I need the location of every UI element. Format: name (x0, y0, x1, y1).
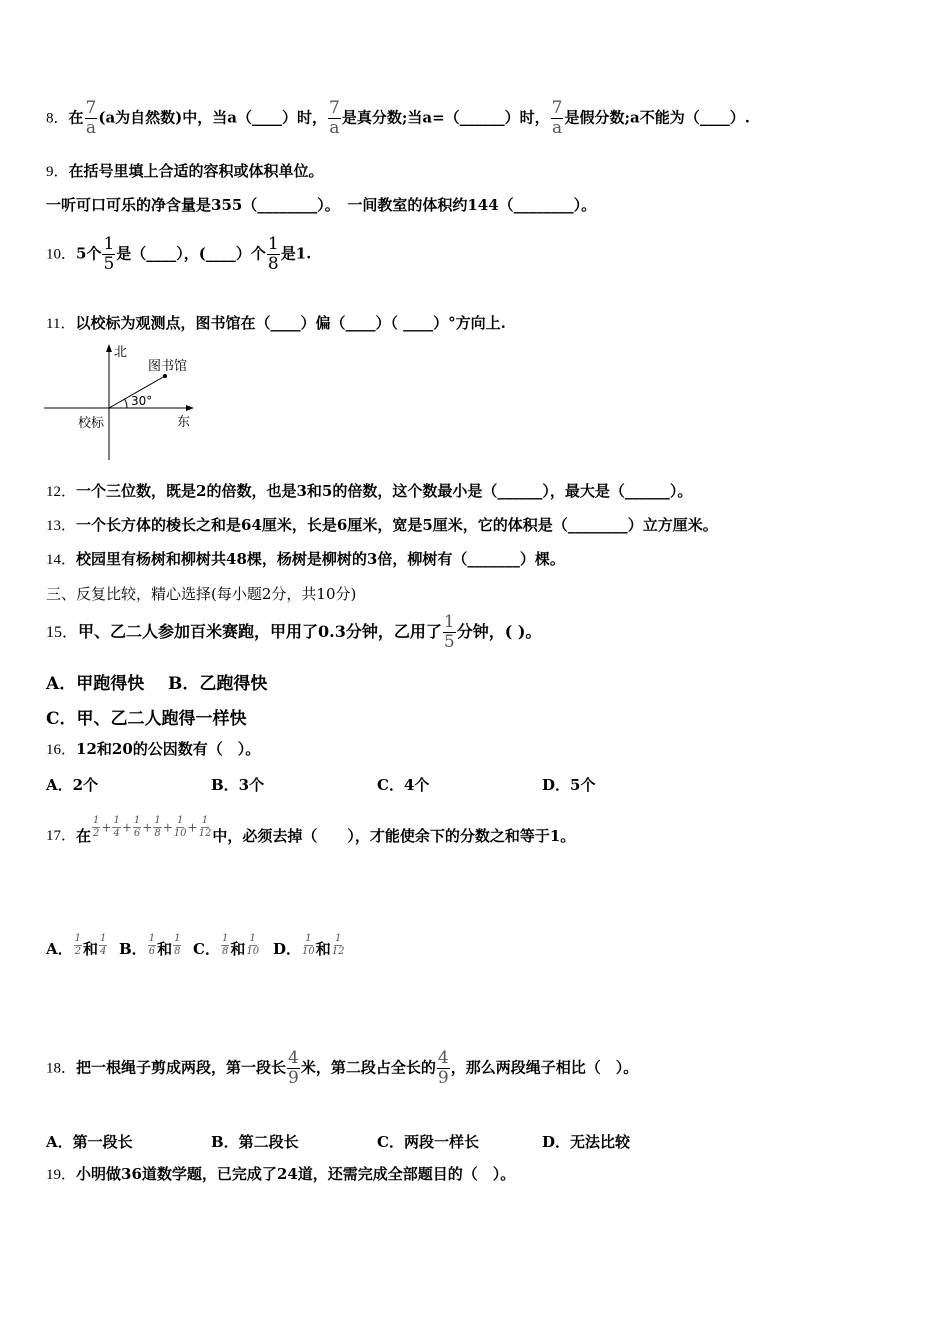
question-number: 13． (46, 518, 77, 534)
fraction: $\frac{1}{6}$ (148, 933, 156, 957)
option-c[interactable]: C．4个 (377, 776, 430, 794)
question-text: 12和20的公因数有（ ）。 (76, 740, 261, 758)
question-10 (46, 236, 311, 273)
plus-sign: + (101, 820, 112, 835)
and-word: 和 (315, 940, 331, 958)
fraction: $\frac{1}{5}$ (103, 234, 115, 274)
option-c[interactable]: C．甲、乙二人跑得一样快 (46, 709, 247, 729)
fraction-sum (91, 816, 212, 839)
fraction: $\frac{7}{a}$ (551, 98, 563, 138)
question-number: 10． (46, 246, 77, 263)
question-text: (a为自然数)中，当a（____）时， (98, 108, 327, 127)
fraction: $\frac{1}{8}$ (174, 933, 181, 957)
fraction: $\frac{1}{2}$ (93, 815, 100, 839)
question-15 (46, 614, 541, 651)
option-c[interactable] (193, 934, 260, 957)
fraction: $\frac{4}{9}$ (288, 1048, 299, 1088)
option-a[interactable]: A．甲跑得快 (46, 674, 145, 694)
option-b[interactable]: B．3个 (211, 776, 265, 794)
question-number: 11． (46, 316, 76, 332)
question-text: 中，必须去掉（ ），才能使余下的分数之和等于1。 (212, 827, 576, 845)
fraction: $\frac{1}{10}$ (246, 933, 260, 957)
question-17 (46, 816, 575, 856)
north-label: 北 (114, 345, 128, 360)
angle-label: 30° (131, 394, 153, 408)
fraction: $\frac{4}{9}$ (437, 1048, 449, 1088)
fraction: $\frac{7}{a}$ (329, 98, 340, 138)
fraction: $\frac{1}{10}$ (302, 933, 315, 957)
option-b[interactable]: B．乙跑得快 (168, 674, 268, 694)
and-word: 和 (230, 940, 246, 958)
plus-sign: + (162, 820, 173, 835)
and-word: 和 (157, 940, 173, 958)
question-text: 在括号里填上合适的容积或体积单位。 (68, 162, 324, 180)
option-c[interactable]: C．两段一样长 (377, 1133, 479, 1151)
plus-sign: + (121, 820, 132, 835)
question-text: 一听可口可乐的净含量是355（________）。 一间教室的体积约144（________）。 (46, 196, 597, 214)
option-a[interactable] (46, 934, 108, 957)
question-text: ，那么两段绳子相比（ ）。 (450, 1058, 639, 1077)
fraction: $\frac{1}{8}$ (221, 933, 229, 957)
library-point (163, 374, 167, 378)
section-heading (46, 585, 356, 603)
option-d[interactable] (273, 934, 346, 957)
fraction: $\frac{1}{4}$ (113, 815, 120, 839)
question-11 (46, 314, 506, 333)
question-19 (46, 1165, 515, 1184)
question-text: 5个 (76, 244, 102, 263)
question-text: 是（____），(____）个 (116, 244, 266, 263)
option-label: C． (193, 940, 220, 958)
question-number: 19． (46, 1167, 77, 1183)
question-text: 一个三位数，既是2的倍数，也是3和5的倍数，这个数最小是（______），最大是（______）。 (76, 482, 693, 500)
question-number: 14． (46, 552, 77, 568)
question-number: 16． (46, 742, 77, 758)
option-label: D． (273, 940, 302, 958)
question-number: 9． (46, 164, 69, 180)
question-18 (46, 1050, 638, 1087)
question-text: 把一根绳子剪成两段，第一段长 (76, 1058, 287, 1077)
option-d[interactable]: D．无法比较 (542, 1133, 631, 1151)
option-b[interactable] (119, 934, 182, 957)
plus-sign: + (187, 820, 198, 835)
fraction: $\frac{1}{10}$ (173, 815, 187, 839)
question-text: 米，第二段占全长的 (300, 1058, 436, 1077)
question-text: 在 (68, 108, 84, 127)
section-title: 三、反复比较，精心选择(每小题2分，共10分) (46, 585, 357, 603)
question-14 (46, 550, 565, 569)
plus-sign: + (142, 820, 153, 835)
question-number: 17． (46, 828, 77, 844)
option-a[interactable]: A．2个 (46, 776, 99, 794)
question-text: 以校标为观测点，图书馆在（____）偏（____）（ ____）°方向上. (75, 314, 506, 332)
east-arrowhead (186, 405, 194, 411)
fraction: $\frac{1}{6}$ (133, 815, 141, 839)
fraction: $\frac{1}{12}$ (198, 815, 212, 839)
fraction: $\frac{1}{8}$ (154, 815, 161, 839)
direction-diagram (44, 342, 204, 462)
option-b[interactable]: B．第二段长 (211, 1133, 299, 1151)
question-16 (46, 740, 260, 759)
question-number: 8． (46, 110, 69, 127)
question-9 (46, 162, 324, 181)
origin-label: 校标 (78, 416, 105, 431)
option-label: A． (46, 940, 73, 958)
question-number: 18． (46, 1060, 77, 1077)
east-label: 东 (177, 415, 191, 430)
question-number: 12． (46, 484, 77, 500)
fraction: $\frac{1}{2}$ (74, 933, 82, 957)
question-number: 15． (46, 624, 79, 641)
angle-arc (125, 399, 127, 408)
fraction: $\frac{1}{5}$ (443, 612, 455, 652)
question-text: 一个长方体的棱长之和是64厘米，长是6厘米，宽是5厘米，它的体积是（________）立方厘米。 (76, 516, 718, 534)
library-label: 图书馆 (148, 359, 188, 374)
question-13 (46, 516, 718, 535)
question-text: 校园里有杨树和柳树共48棵，杨树是柳树的3倍，柳树有（_______）棵。 (76, 550, 565, 568)
question-12 (46, 482, 692, 501)
question-text: 分钟，( )。 (456, 622, 542, 641)
question-9-line-2 (46, 196, 596, 214)
fraction: $\frac{1}{12}$ (331, 933, 345, 957)
fraction: $\frac{7}{a}$ (85, 98, 97, 138)
question-text: 是真分数;当a=（______）时， (341, 108, 550, 127)
question-text: 小明做36道数学题，已完成了24道，还需完成全部题目的（ ）。 (76, 1165, 516, 1183)
question-text: 甲、乙二人参加百米赛跑，甲用了0.3分钟，乙用了 (78, 622, 442, 641)
option-a[interactable]: A．第一段长 (46, 1133, 133, 1151)
question-text: 是假分数;a不能为（____）. (564, 108, 750, 127)
question-8 (46, 100, 750, 137)
option-label: B． (119, 940, 147, 958)
and-word: 和 (83, 940, 99, 958)
question-text: 是1. (280, 244, 312, 263)
fraction: $\frac{1}{8}$ (267, 234, 279, 274)
question-text: 在 (76, 827, 92, 845)
north-arrowhead (106, 344, 112, 352)
option-d[interactable]: D．5个 (542, 776, 596, 794)
fraction: $\frac{1}{4}$ (100, 933, 107, 957)
